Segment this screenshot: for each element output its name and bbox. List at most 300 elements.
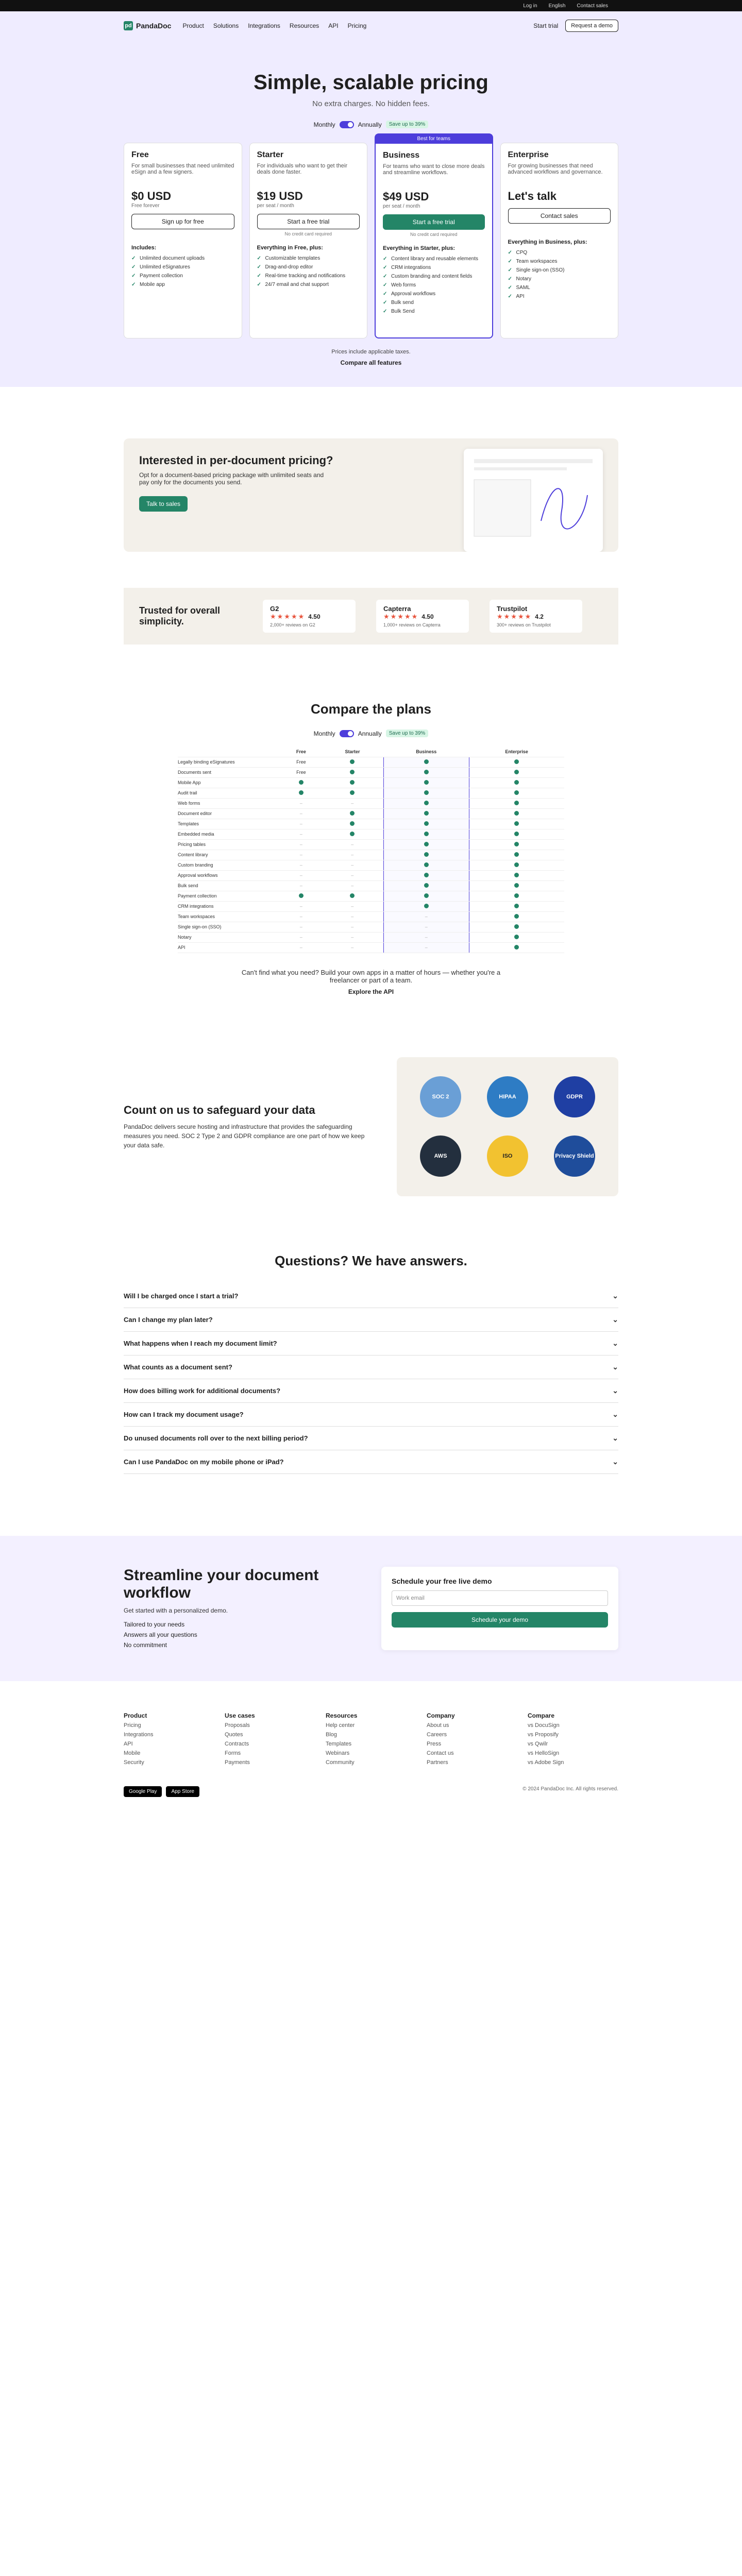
security-text: PandaDoc delivers secure hosting and infrastructure that provides the safeguarding measures you need. SOC 2 Type 2 and GDPR compliance are one part of how we keep your data safe. xyxy=(124,1123,365,1149)
demo-section xyxy=(0,1536,742,1681)
table-cell: Free xyxy=(281,757,322,767)
table-cell xyxy=(469,880,564,891)
check-dot-icon xyxy=(350,790,355,795)
faq-question: How can I track my document usage? xyxy=(124,1410,244,1418)
check-dot-icon xyxy=(424,873,429,877)
rating-note: 300+ reviews on Trustpilot xyxy=(497,622,551,628)
dash-icon: – xyxy=(299,811,302,816)
plan-feature: ✓ Team workspaces xyxy=(508,257,611,266)
footer-link[interactable]: Blog xyxy=(326,1731,338,1738)
dash-icon: – xyxy=(299,862,302,868)
table-row xyxy=(178,819,564,829)
table-cell xyxy=(281,932,322,942)
rating-score: 4.50 xyxy=(308,613,321,620)
chevron-down-icon: ⌄ xyxy=(612,1386,618,1395)
table-cell xyxy=(322,901,383,911)
table-cell xyxy=(383,911,469,922)
billing-toggle[interactable] xyxy=(340,121,354,128)
check-dot-icon xyxy=(424,790,429,795)
feature-label: Notary xyxy=(178,932,281,942)
plan-feature: ✓ Bulk Send xyxy=(383,307,485,316)
demo-text: Get started with a personalized demo. xyxy=(124,1606,228,1614)
rating-trustpilot[interactable] xyxy=(490,600,582,633)
compare-features-link[interactable]: Compare all features xyxy=(340,359,402,366)
table-cell xyxy=(469,891,564,901)
dash-icon: – xyxy=(351,842,354,847)
footer-heading: Use cases xyxy=(225,1711,255,1719)
footer-link[interactable]: Integrations xyxy=(124,1731,154,1738)
table-row xyxy=(178,942,564,953)
compare-billing-toggle-row xyxy=(124,730,618,737)
faq-item[interactable] xyxy=(124,1450,618,1474)
plan-feature: ✓ CPQ xyxy=(508,248,611,257)
footer-link[interactable]: Payments xyxy=(225,1759,250,1766)
table-cell xyxy=(383,932,469,942)
footer-link[interactable]: Proposals xyxy=(225,1722,250,1728)
main-nav xyxy=(124,11,618,40)
dash-icon: – xyxy=(425,945,428,950)
table-cell xyxy=(383,891,469,901)
plan-feature: ✓ Payment collection xyxy=(131,272,234,280)
check-dot-icon xyxy=(514,821,519,826)
plan-feature: ✓ Content library and reusable elements xyxy=(383,255,485,263)
table-cell xyxy=(281,942,322,953)
dash-icon: – xyxy=(299,801,302,806)
plan-name: Free xyxy=(131,150,149,159)
dash-icon: – xyxy=(351,852,354,857)
trust-title: Trusted for overall simplicity. xyxy=(139,605,221,626)
rating-score: 4.2 xyxy=(535,613,544,620)
chevron-down-icon: ⌄ xyxy=(612,1338,618,1347)
column-header: Enterprise xyxy=(469,747,564,757)
plan-feature: ✓ Single sign-on (SSO) xyxy=(508,266,611,275)
feature-label: Legally binding eSignatures xyxy=(178,757,281,767)
stars-icon: ★★★★★ xyxy=(383,613,419,620)
save-badge: Save up to 39% xyxy=(386,121,429,128)
dash-icon: – xyxy=(351,945,354,950)
feature-label: Embedded media xyxy=(178,829,281,839)
per-document-banner xyxy=(124,438,618,552)
nav-product[interactable]: Product xyxy=(182,22,204,29)
rating-g2[interactable] xyxy=(263,600,356,633)
plan-feature: ✓ Unlimited document uploads xyxy=(131,254,234,263)
footer-link[interactable]: Pricing xyxy=(124,1722,141,1728)
security-title: Count on us to safeguard your data xyxy=(124,1103,315,1116)
table-cell xyxy=(383,880,469,891)
table-cell xyxy=(383,870,469,880)
table-cell xyxy=(383,942,469,953)
faq-question: Will I be charged once I start a trial? xyxy=(124,1292,239,1300)
faq-item[interactable] xyxy=(124,1403,618,1427)
compliance-badges xyxy=(397,1057,618,1196)
page-title: Simple, scalable pricing xyxy=(254,71,488,94)
chevron-down-icon: ⌄ xyxy=(612,1362,618,1371)
plan-card-free xyxy=(124,143,242,338)
plan-feature-heading: Everything in Business, plus: xyxy=(508,239,587,245)
table-row xyxy=(178,757,564,767)
footer-link[interactable]: Press xyxy=(427,1740,442,1747)
table-cell xyxy=(281,788,322,798)
talk-to-sales-button[interactable]: Talk to sales xyxy=(139,496,188,512)
plan-feature: ✓ Bulk send xyxy=(383,298,485,307)
check-dot-icon xyxy=(350,821,355,826)
table-cell xyxy=(322,829,383,839)
rating-note: 2,000+ reviews on G2 xyxy=(270,622,315,628)
check-dot-icon xyxy=(424,883,429,888)
feature-label: Approval workflows xyxy=(178,870,281,880)
feature-label: Bulk send xyxy=(178,880,281,891)
plan-features xyxy=(508,248,611,301)
faq-title: Questions? We have answers. xyxy=(275,1252,467,1268)
table-row xyxy=(178,788,564,798)
footer-link[interactable]: Security xyxy=(124,1759,144,1766)
table-row xyxy=(178,932,564,942)
chevron-down-icon: ⌄ xyxy=(612,1410,618,1418)
chevron-down-icon: ⌄ xyxy=(612,1433,618,1442)
best-badge: Best for teams xyxy=(376,134,492,144)
demo-bullet: No commitment xyxy=(124,1641,167,1649)
footer-link[interactable]: vs HelloSign xyxy=(528,1750,560,1756)
hero-section xyxy=(0,11,742,387)
plan-feature: ✓ 24/7 email and chat support xyxy=(257,280,360,289)
contact-sales-link[interactable]: Contact sales xyxy=(577,3,608,9)
table-cell xyxy=(383,839,469,850)
feature-label: Custom branding xyxy=(178,860,281,870)
plan-feature-heading: Everything in Starter, plus: xyxy=(383,245,455,251)
check-dot-icon xyxy=(424,801,429,805)
check-dot-icon xyxy=(424,842,429,846)
compare-title: Compare the plans xyxy=(310,701,432,717)
table-cell xyxy=(281,829,322,839)
footer-link[interactable]: vs Proposify xyxy=(528,1731,559,1738)
rating-capterra[interactable] xyxy=(376,600,469,633)
signature-illustration xyxy=(464,449,603,552)
dash-icon: – xyxy=(299,945,302,950)
table-cell xyxy=(281,870,322,880)
table-row xyxy=(178,798,564,808)
table-cell xyxy=(383,901,469,911)
table-cell xyxy=(383,788,469,798)
footer-bottom xyxy=(124,1786,618,1818)
plan-name: Business xyxy=(383,151,420,160)
table-cell xyxy=(383,829,469,839)
plan-desc: For growing businesses that need advanced workflows and governance. xyxy=(508,163,603,175)
logo-icon: pd xyxy=(124,21,133,30)
check-dot-icon xyxy=(514,935,519,939)
plan-desc: For teams who want to close more deals and streamline workflows. xyxy=(383,163,485,176)
dash-icon: – xyxy=(425,924,428,929)
plan-feature: ✓ Approval workflows xyxy=(383,290,485,298)
footer-link[interactable]: Templates xyxy=(326,1740,352,1747)
demo-title: Streamline your document workflow xyxy=(124,1566,319,1601)
check-dot-icon xyxy=(350,759,355,764)
check-dot-icon xyxy=(424,832,429,836)
feature-label: Mobile App xyxy=(178,777,281,788)
rating-score: 4.50 xyxy=(421,613,434,620)
faq-item[interactable] xyxy=(124,1332,618,1355)
footer-link[interactable]: vs Adobe Sign xyxy=(528,1759,564,1766)
check-dot-icon xyxy=(350,893,355,898)
faq-item[interactable] xyxy=(124,1379,618,1403)
table-row xyxy=(178,860,564,870)
plan-cards xyxy=(124,136,618,338)
check-dot-icon xyxy=(514,790,519,795)
dash-icon: – xyxy=(425,914,428,919)
annually-label[interactable]: Annually xyxy=(358,121,382,128)
plan-cta-button[interactable]: Start a free trial xyxy=(383,214,485,230)
table-cell xyxy=(469,901,564,911)
footer-link[interactable]: Webinars xyxy=(326,1750,350,1756)
plan-cta-button[interactable]: Contact sales xyxy=(508,208,611,224)
check-dot-icon xyxy=(424,862,429,867)
footer-column xyxy=(528,1712,618,1766)
footer-link[interactable]: vs DocuSign xyxy=(528,1722,560,1728)
check-dot-icon xyxy=(424,904,429,908)
nav-pricing[interactable]: Pricing xyxy=(347,22,367,29)
table-cell xyxy=(322,757,383,767)
table-cell xyxy=(469,911,564,922)
document-preview-image xyxy=(464,449,603,552)
faq-question: Do unused documents roll over to the next billing period? xyxy=(124,1434,308,1442)
table-row xyxy=(178,922,564,932)
plan-price: Let's talk xyxy=(508,190,556,202)
table-cell xyxy=(383,922,469,932)
plan-price-note: per seat / month xyxy=(257,203,294,209)
feature-label: Web forms xyxy=(178,798,281,808)
plan-price: $49 USD xyxy=(383,190,429,203)
copyright: © 2024 PandaDoc Inc. All rights reserved. xyxy=(522,1786,618,1792)
faq-question: Can I change my plan later? xyxy=(124,1315,213,1324)
check-dot-icon xyxy=(424,770,429,774)
nav-links xyxy=(182,22,366,29)
check-dot-icon xyxy=(350,811,355,816)
table-row xyxy=(178,767,564,777)
footer-link[interactable]: Help center xyxy=(326,1722,355,1728)
language-link[interactable]: English xyxy=(548,3,566,9)
check-dot-icon xyxy=(514,862,519,867)
table-cell xyxy=(469,922,564,932)
table-cell xyxy=(383,798,469,808)
plan-cta-button[interactable]: Start a free trial xyxy=(257,214,360,229)
footer-link[interactable]: API xyxy=(124,1740,133,1747)
feature-label: CRM integrations xyxy=(178,901,281,911)
plan-cta-button[interactable]: Sign up for free xyxy=(131,214,234,229)
table-cell xyxy=(322,777,383,788)
check-dot-icon xyxy=(424,852,429,857)
capterra-logo: Capterra xyxy=(383,605,411,613)
table-cell xyxy=(469,870,564,880)
nav-integrations[interactable]: Integrations xyxy=(248,22,280,29)
plan-feature: ✓ Unlimited eSignatures xyxy=(131,263,234,272)
plan-feature: ✓ Drag-and-drop editor xyxy=(257,263,360,272)
plans-footnote: Prices include applicable taxes. xyxy=(331,349,411,355)
feature-label: Content library xyxy=(178,850,281,860)
request-demo-button[interactable]: Request a demo xyxy=(565,20,618,32)
footer-link[interactable]: Forms xyxy=(225,1750,241,1756)
table-cell xyxy=(322,880,383,891)
table-cell xyxy=(322,767,383,777)
dash-icon: – xyxy=(299,842,302,847)
feature-label: Documents sent xyxy=(178,767,281,777)
check-dot-icon xyxy=(514,924,519,929)
table-cell xyxy=(322,819,383,829)
check-dot-icon xyxy=(514,770,519,774)
security-section xyxy=(124,1057,618,1196)
table-cell xyxy=(281,860,322,870)
table-cell xyxy=(281,808,322,819)
plan-feature: ✓ Real-time tracking and notifications xyxy=(257,272,360,280)
check-dot-icon xyxy=(350,832,355,836)
table-cell xyxy=(322,850,383,860)
table-cell xyxy=(383,767,469,777)
app-store-button[interactable]: App Store xyxy=(166,1786,199,1797)
nav-solutions[interactable]: Solutions xyxy=(213,22,239,29)
footer-link[interactable]: Contracts xyxy=(225,1740,249,1747)
table-cell xyxy=(469,932,564,942)
faq-item[interactable] xyxy=(124,1284,618,1308)
table-cell xyxy=(322,798,383,808)
feature-label: Payment collection xyxy=(178,891,281,901)
dash-icon: – xyxy=(351,883,354,888)
footer-link[interactable]: Partners xyxy=(427,1759,448,1766)
plan-features xyxy=(257,254,360,289)
footer-link[interactable]: vs Qwilr xyxy=(528,1740,548,1747)
plan-note: No credit card required xyxy=(410,232,458,237)
nav-api[interactable]: API xyxy=(328,22,339,29)
dash-icon: – xyxy=(299,914,302,919)
table-cell xyxy=(322,932,383,942)
feature-label: Templates xyxy=(178,819,281,829)
dash-icon: – xyxy=(299,904,302,909)
schedule-demo-button[interactable]: Schedule your demo xyxy=(392,1612,608,1628)
table-row xyxy=(178,870,564,880)
feature-label: Pricing tables xyxy=(178,839,281,850)
nav-resources[interactable]: Resources xyxy=(289,22,319,29)
table-cell xyxy=(322,911,383,922)
plan-card-enterprise xyxy=(500,143,619,338)
table-cell xyxy=(469,860,564,870)
page-subtitle: No extra charges. No hidden fees. xyxy=(312,99,430,108)
per-document-title: Interested in per-document pricing? xyxy=(139,454,333,467)
check-dot-icon xyxy=(514,883,519,888)
faq-question: Can I use PandaDoc on my mobile phone or iPad? xyxy=(124,1458,284,1466)
table-cell xyxy=(469,850,564,860)
check-dot-icon xyxy=(424,780,429,785)
plan-feature: ✓ CRM integrations xyxy=(383,263,485,272)
monthly-label[interactable]: Monthly xyxy=(313,730,335,737)
trustpilot-logo: Trustpilot xyxy=(497,605,528,613)
check-dot-icon xyxy=(299,790,303,795)
dash-icon: – xyxy=(299,883,302,888)
table-header xyxy=(178,747,564,757)
plan-price: $0 USD xyxy=(131,190,172,202)
footer-column xyxy=(326,1712,416,1766)
plan-card-starter xyxy=(249,143,368,338)
table-row xyxy=(178,880,564,891)
table-cell xyxy=(281,891,322,901)
footer-link[interactable]: About us xyxy=(427,1722,449,1728)
dash-icon: – xyxy=(351,873,354,878)
stars-icon: ★★★★★ xyxy=(270,613,306,620)
check-dot-icon xyxy=(299,780,303,785)
iso-icon: ISO xyxy=(487,1136,528,1177)
table-cell xyxy=(322,942,383,953)
save-badge: Save up to 39% xyxy=(386,730,429,737)
dash-icon: – xyxy=(351,862,354,868)
table-cell xyxy=(469,942,564,953)
feature-label: Single sign-on (SSO) xyxy=(178,922,281,932)
check-dot-icon xyxy=(514,780,519,785)
dash-icon: – xyxy=(351,801,354,806)
demo-form-title: Schedule your free live demo xyxy=(392,1577,492,1585)
table-cell xyxy=(469,808,564,819)
email-field[interactable]: Work email xyxy=(392,1590,608,1606)
footer-link[interactable]: Community xyxy=(326,1759,355,1766)
start-trial-link[interactable]: Start trial xyxy=(533,22,559,29)
app-store-badges xyxy=(124,1786,199,1797)
annually-label[interactable]: Annually xyxy=(358,730,382,737)
faq-question: What counts as a document sent? xyxy=(124,1363,232,1371)
footer-link[interactable]: Quotes xyxy=(225,1731,243,1738)
table-row xyxy=(178,850,564,860)
table-row xyxy=(178,911,564,922)
footer-heading: Resources xyxy=(326,1711,358,1719)
table-cell xyxy=(469,757,564,767)
dash-icon: – xyxy=(299,935,302,940)
billing-toggle[interactable] xyxy=(340,730,354,737)
check-dot-icon xyxy=(299,893,303,898)
table-row xyxy=(178,891,564,901)
per-document-text: Opt for a document-based pricing package with unlimited seats and pay only for the documents you send. xyxy=(139,471,324,486)
dash-icon: – xyxy=(299,821,302,826)
monthly-label[interactable]: Monthly xyxy=(313,121,335,128)
check-dot-icon xyxy=(424,759,429,764)
table-cell xyxy=(281,850,322,860)
footer-column xyxy=(427,1712,517,1766)
faq-question: How does billing work for additional documents? xyxy=(124,1386,281,1395)
table-cell xyxy=(469,798,564,808)
faq-item[interactable] xyxy=(124,1355,618,1379)
table-cell xyxy=(322,891,383,901)
faq-item[interactable] xyxy=(124,1308,618,1332)
check-dot-icon xyxy=(514,914,519,919)
explore-api-link[interactable]: Explore the API xyxy=(348,988,394,995)
table-cell xyxy=(322,860,383,870)
check-dot-icon xyxy=(514,852,519,857)
login-link[interactable]: Log in xyxy=(523,3,537,9)
faq-question: What happens when I reach my document limit? xyxy=(124,1339,277,1347)
plan-name: Starter xyxy=(257,150,284,159)
footer-link[interactable]: Contact us xyxy=(427,1750,454,1756)
table-cell xyxy=(281,901,322,911)
dash-icon: – xyxy=(351,904,354,909)
plan-price: $19 USD xyxy=(257,190,303,202)
demo-bullet: Tailored to your needs xyxy=(124,1620,185,1628)
table-cell xyxy=(469,788,564,798)
footer xyxy=(124,1712,618,1766)
logo[interactable] xyxy=(124,21,171,30)
dash-icon: – xyxy=(351,914,354,919)
google-play-button[interactable]: Google Play xyxy=(124,1786,162,1797)
faq-item[interactable] xyxy=(124,1427,618,1450)
footer-link[interactable]: Mobile xyxy=(124,1750,141,1756)
footer-link[interactable]: Careers xyxy=(427,1731,447,1738)
plan-feature-heading: Everything in Free, plus: xyxy=(257,245,323,251)
aws-icon: AWS xyxy=(420,1136,461,1177)
plan-feature-heading: Includes: xyxy=(131,245,157,251)
plan-price-note: per seat / month xyxy=(383,204,420,209)
table-cell xyxy=(322,922,383,932)
